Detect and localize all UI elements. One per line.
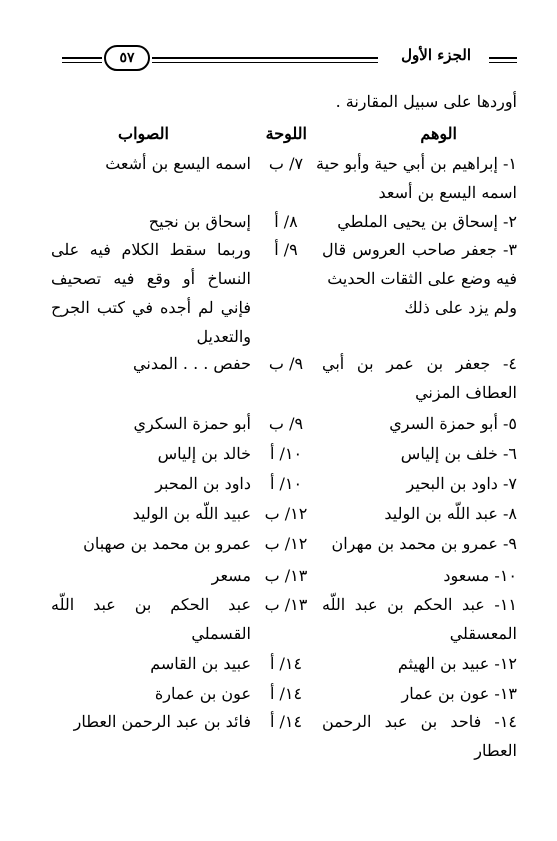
intro-text: أوردها على سبيل المقارنة . <box>335 92 517 111</box>
wahm-cell: ١١- عبد الحكم بن عبد اللّه <box>322 595 517 614</box>
sawab-cell: إسحاق بن نجيح <box>148 212 251 231</box>
column-header-lawha: اللوحة <box>265 124 307 143</box>
column-header-sawab: الصواب <box>118 124 169 143</box>
sawab-cell: اسمه اليسع بن أشعث <box>105 154 251 173</box>
header-rule-left-thin <box>62 62 102 63</box>
wahm-cell: ١٠- مسعود <box>443 566 517 585</box>
sawab-cell: فائد بن عبد الرحمن العطار <box>73 712 251 731</box>
lawha-cell: ١٣/ ب <box>264 595 308 614</box>
sawab-cell: فإني لم أجده في كتب الجرح <box>51 298 251 317</box>
lawha-cell: ٩/ ب <box>268 414 304 433</box>
lawha-cell: ١٢/ ب <box>264 534 308 553</box>
wahm-cell: ٢- إسحاق بن يحيى الملطي <box>337 212 517 231</box>
lawha-cell: ٩/ أ <box>274 240 298 259</box>
sawab-cell: عبد الحكم بن عبد اللّه <box>51 595 251 614</box>
wahm-cell: العطار <box>474 741 517 760</box>
wahm-cell: ٩- عمرو بن محمد بن مهران <box>331 534 517 553</box>
wahm-cell: ٦- خلف بن إلياس <box>400 444 517 463</box>
lawha-cell: ٧/ ب <box>268 154 304 173</box>
wahm-cell: ١٣- عون بن عمار <box>401 684 517 703</box>
wahm-cell: ١٤- فاحد بن عبد الرحمن <box>322 712 517 731</box>
page-header <box>0 0 557 80</box>
wahm-cell: ١٢- عبيد بن الهيثم <box>397 654 517 673</box>
wahm-cell: ولم يزد على ذلك <box>404 298 517 317</box>
wahm-cell: ٥- أبو حمزة السري <box>389 414 517 433</box>
header-rule-middle-thin <box>152 62 378 63</box>
sawab-cell: أبو حمزة السكري <box>133 414 251 433</box>
lawha-cell: ١٠/ أ <box>269 444 303 463</box>
wahm-cell: المعسقلي <box>449 624 517 643</box>
wahm-cell: ١- إبراهيم بن أبي حية وأبو حية <box>316 154 517 173</box>
sawab-cell: والتعديل <box>196 327 251 346</box>
lawha-cell: ١٢/ ب <box>264 504 308 523</box>
sawab-cell: عبيد اللّه بن الوليد <box>132 504 251 523</box>
wahm-cell: ٧- داود بن البحير <box>406 474 517 493</box>
column-header-wahm: الوهم <box>420 124 457 143</box>
sawab-cell: عبيد بن القاسم <box>150 654 251 673</box>
sawab-cell: عون بن عمارة <box>154 684 251 703</box>
header-rule-middle <box>152 57 378 59</box>
wahm-cell: ٨- عبد اللّه بن الوليد <box>384 504 517 523</box>
lawha-cell: ٩/ ب <box>268 354 304 373</box>
wahm-cell: اسمه اليسع بن أسعد <box>378 183 517 202</box>
lawha-cell: ١٣/ ب <box>264 566 308 585</box>
sawab-cell: وربما سقط الكلام فيه على <box>51 240 251 259</box>
sawab-cell: داود بن المحبر <box>155 474 251 493</box>
sawab-cell: النساخ أو وقع فيه تصحيف <box>51 269 251 288</box>
lawha-cell: ١٤/ أ <box>269 684 303 703</box>
sawab-cell: حفص . . . المدني <box>133 354 251 373</box>
wahm-cell: ٣- جعفر صاحب العروس قال <box>322 240 517 259</box>
sawab-cell: خالد بن إلياس <box>157 444 251 463</box>
header-rule-right-thin <box>489 62 517 63</box>
header-rule-left <box>62 57 102 59</box>
running-title: الجزء الأول <box>401 46 471 64</box>
header-rule-right <box>489 57 517 59</box>
wahm-cell: فيه وضع على الثقات الحديث <box>327 269 517 288</box>
sawab-cell: القسملي <box>191 624 251 643</box>
wahm-cell: ٤- جعفر بن عمر بن أبي <box>322 354 517 373</box>
page-number: ٥٧ <box>104 45 150 71</box>
lawha-cell: ١٤/ أ <box>269 654 303 673</box>
sawab-cell: عمرو بن محمد بن صهبان <box>83 534 251 553</box>
lawha-cell: ١٤/ أ <box>269 712 303 731</box>
lawha-cell: ١٠/ أ <box>269 474 303 493</box>
lawha-cell: ٨/ أ <box>274 212 298 231</box>
sawab-cell: مسعر <box>211 566 251 585</box>
wahm-cell: العطاف المزني <box>415 383 517 402</box>
